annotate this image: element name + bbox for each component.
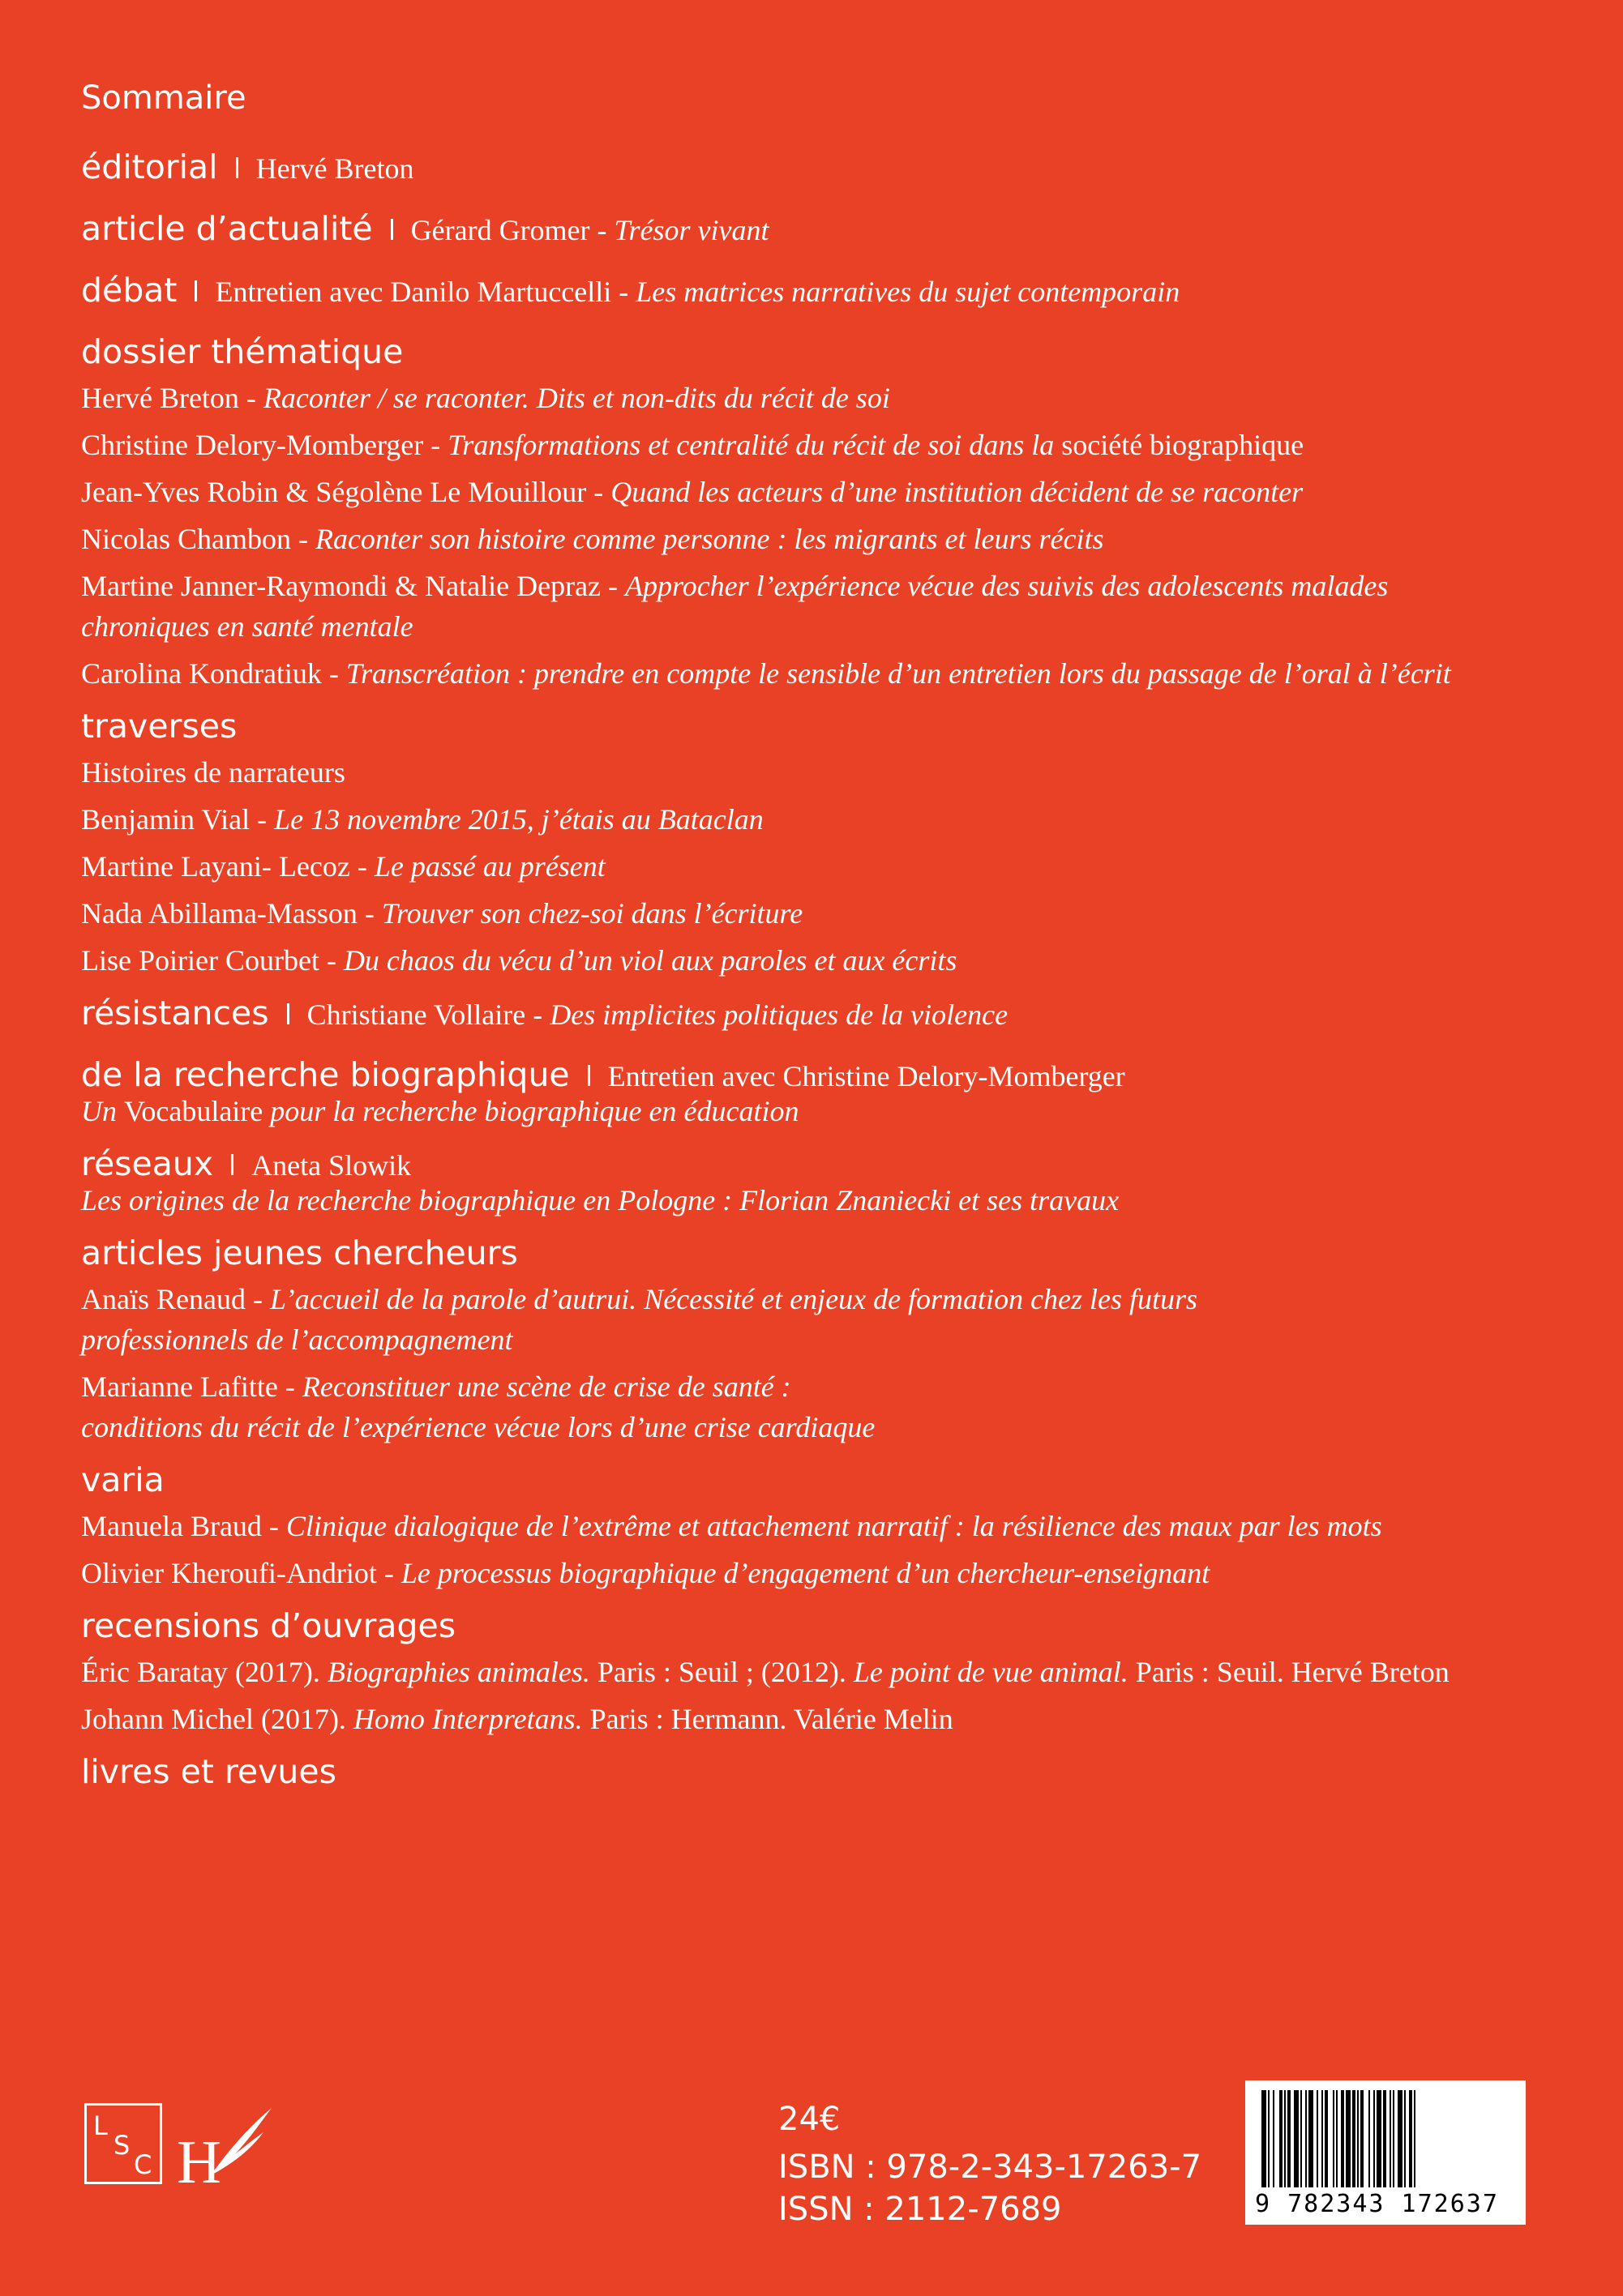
entry-title: Transcréation : prendre en compte le sensible d’un entretien lors du passage de l’oral à l’écrit [345, 657, 1451, 690]
table-of-contents [81, 73, 1589, 1798]
barcode-bar [1284, 2090, 1286, 2187]
section-heading: recensions d’ouvrages [81, 1606, 456, 1645]
section-heading: éditorial [81, 148, 218, 186]
section-reseaux [81, 1138, 1589, 1221]
entry-author: Aneta Slowik [251, 1149, 412, 1182]
list-item [81, 378, 1589, 418]
section-heading: résistances [81, 994, 269, 1033]
separator [195, 280, 197, 301]
list-item [81, 846, 1589, 887]
barcode-bar [1308, 2090, 1313, 2187]
entry-title: Le passé au présent [374, 850, 606, 883]
barcode-number: 9 782343 172637 [1255, 2190, 1499, 2218]
barcode-bar [1404, 2090, 1406, 2187]
barcode-bar [1333, 2090, 1334, 2187]
entry-author: Marianne Lafitte - [81, 1370, 302, 1403]
barcode-bar [1357, 2090, 1359, 2187]
barcode-bar [1300, 2090, 1302, 2187]
barcode-bar [1368, 2090, 1370, 2187]
list-item [81, 1652, 1589, 1692]
list-item [81, 653, 1589, 694]
entry-author: Olivier Kheroufi-Andriot - [81, 1557, 401, 1589]
review-title: Homo Interpretans. [353, 1703, 583, 1735]
separator [391, 219, 393, 240]
logo-letter: C [134, 2149, 152, 2180]
entry-author: Benjamin Vial - [81, 803, 275, 836]
section-heading: varia [81, 1460, 165, 1499]
entry-author: Jean-Yves Robin & Ségolène Le Mouillour - [81, 476, 611, 508]
price: 24€ [778, 2101, 841, 2138]
entry-title: Quand les acteurs d’une institution décident de se raconter [610, 476, 1304, 508]
entry-author: Entretien avec Danilo Martuccelli - [215, 276, 636, 308]
review-author: Éric Baratay (2017). [81, 1656, 328, 1688]
entry-title: Approcher l’expérience vécue des suivis des adolescents malades [625, 570, 1389, 602]
list-item [81, 893, 1589, 934]
section-subheading: Histoires de narrateurs [81, 756, 345, 789]
list-item [81, 566, 1589, 647]
barcode-bar [1287, 2090, 1291, 2187]
barcode-bar [1352, 2090, 1355, 2187]
list-item [81, 425, 1589, 465]
barcode-bars [1245, 2080, 1526, 2194]
entry-author: Gérard Gromer - [410, 214, 615, 246]
page-title: Sommaire [81, 79, 246, 117]
entry-title: Trésor vivant [614, 214, 769, 246]
list-item [81, 1506, 1589, 1546]
barcode-bar [1360, 2090, 1364, 2187]
list-item [81, 1699, 1589, 1739]
entry-title: Le processus biographique d’engagement d’un chercheur-enseignant [400, 1557, 1210, 1589]
section-resistances [81, 987, 1589, 1041]
barcode-bar [1305, 2090, 1307, 2187]
barcode-bar [1261, 2090, 1266, 2187]
separator [236, 157, 238, 178]
entry-author: Hervé Breton [255, 152, 414, 185]
entry-title: Les matrices narratives du sujet contemporain [636, 276, 1180, 308]
list-item [81, 799, 1589, 840]
entry-title: Trouver son chez-soi dans l’écriture [381, 897, 803, 930]
section-editorial [81, 141, 1589, 195]
barcode-bar [1409, 2090, 1412, 2187]
section-heading: article d’actualité [81, 209, 373, 248]
section-article-actualite [81, 203, 1589, 256]
logo-letter: L [93, 2110, 108, 2141]
separator [231, 1154, 233, 1175]
entry-author: Martine Janner-Raymondi & Natalie Depraz - [81, 570, 626, 602]
barcode-bar [1321, 2090, 1323, 2187]
logo-letter: S [113, 2130, 131, 2161]
section-heading: réseaux [81, 1144, 214, 1183]
issn: ISSN : 2112-7689 [778, 2191, 1062, 2228]
barcode-bar [1268, 2090, 1270, 2187]
section-heading: articles jeunes chercheurs [81, 1234, 518, 1272]
entry-title: Les origines de la recherche biographique en Pologne : Florian Znaniecki et ses travaux [81, 1184, 1120, 1216]
entry-author: Hervé Breton - [81, 382, 263, 414]
separator [287, 1003, 289, 1024]
barcode-bar [1373, 2090, 1375, 2187]
entry-author: Anaïs Renaud - [81, 1283, 270, 1315]
barcode-bar [1341, 2090, 1344, 2187]
barcode-bar [1273, 2090, 1274, 2187]
entry-author: Lise Poirier Courbet - [81, 944, 344, 977]
list-item [81, 519, 1589, 559]
entry-title: Raconter / se raconter. Dits et non-dits du récit de soi [263, 382, 890, 414]
barcode-bar [1377, 2090, 1381, 2187]
barcode-bar [1325, 2090, 1328, 2187]
review-title: Biographies animales. [327, 1656, 590, 1688]
entry-title-tail: société biographique [1061, 429, 1304, 461]
list-item [81, 1279, 1589, 1360]
section-debat [81, 264, 1589, 318]
barcode-bar [1383, 2090, 1386, 2187]
list-item [81, 1366, 1589, 1447]
entry-title-continued: conditions du récit de l’expérience vécue lors d’une crise cardiaque [81, 1411, 876, 1443]
entry-author: Manuela Braud - [81, 1510, 286, 1542]
entry-author: Carolina Kondratiuk - [81, 657, 346, 690]
entry-title: Raconter son histoire comme personne : les migrants et leurs récits [315, 523, 1104, 555]
section-varia [81, 1454, 1589, 1593]
barcode-bar [1390, 2090, 1391, 2187]
harmattan-logo: H [177, 2128, 221, 2196]
entry-author: Martine Layani- Lecoz - [81, 850, 375, 883]
entry-title: Clinique dialogique de l’extrême et attachement narratif : la résilience des maux par les mots [285, 1510, 1382, 1542]
section-recherche [81, 1049, 1589, 1131]
barcode-bar [1279, 2090, 1283, 2187]
section-heading: de la recherche biographique [81, 1055, 570, 1094]
section-traverses [81, 700, 1589, 981]
section-heading: livres et revues [81, 1752, 336, 1791]
entry-author: Christiane Vollaire - [306, 998, 550, 1031]
list-item [81, 1553, 1589, 1593]
review-publisher: Paris : Seuil ; (2012). [589, 1656, 854, 1688]
entry-title-roman: Vocabulaire [124, 1095, 271, 1127]
section-heading: débat [81, 271, 178, 310]
separator [588, 1065, 590, 1086]
barcode-bar [1317, 2090, 1318, 2187]
list-item [81, 940, 1589, 981]
barcode [1245, 2080, 1526, 2225]
review-publisher: Paris : Seuil. Hervé Breton [1128, 1656, 1450, 1688]
entry-title-continued: professionnels de l’accompagnement [81, 1323, 513, 1356]
list-item [81, 472, 1589, 512]
section-heading: dossier thématique [81, 332, 404, 371]
entry-title: Un [81, 1095, 124, 1127]
entry-title: Reconstituer une scène de crise de santé : [302, 1370, 791, 1403]
barcode-bar [1294, 2090, 1299, 2187]
entry-title-continued: pour la recherche biographique en éducation [270, 1095, 799, 1127]
section-jeunes-chercheurs [81, 1227, 1589, 1447]
review-publisher: Paris : Hermann. Valérie Melin [582, 1703, 953, 1735]
review-title: Le point de vue animal. [853, 1656, 1128, 1688]
review-author: Johann Michel (2017). [81, 1703, 353, 1735]
entry-author: Nada Abillama-Masson - [81, 897, 382, 930]
feather-icon [203, 2104, 276, 2177]
isbn: ISBN : 978-2-343-17263-7 [778, 2148, 1202, 2186]
section-livres [81, 1746, 1589, 1798]
barcode-bar [1414, 2090, 1415, 2187]
entry-title: L’accueil de la parole d’autrui. Nécessité et enjeux de formation chez les futurs [269, 1283, 1198, 1315]
entry-title-continued: chroniques en santé mentale [81, 610, 413, 643]
section-recensions [81, 1600, 1589, 1739]
lsc-logo [84, 2103, 162, 2184]
entry-title: Des implicites politiques de la violence [550, 998, 1008, 1031]
barcode-bar [1393, 2090, 1394, 2187]
entry-title: Transformations et centralité du récit de soi dans la [448, 429, 1062, 461]
entry-author: Entretien avec Christine Delory-Momberger [607, 1060, 1125, 1092]
entry-title: Du chaos du vécu d’un viol aux paroles et aux écrits [343, 944, 957, 977]
section-dossier [81, 326, 1589, 694]
entry-title: Le 13 novembre 2015, j’étais au Bataclan [274, 803, 764, 836]
barcode-bar [1336, 2090, 1338, 2187]
entry-author: Christine Delory-Momberger - [81, 429, 448, 461]
entry-author: Nicolas Chambon - [81, 523, 315, 555]
barcode-bar [1346, 2090, 1351, 2187]
barcode-bar [1398, 2090, 1402, 2187]
section-heading: traverses [81, 707, 238, 746]
